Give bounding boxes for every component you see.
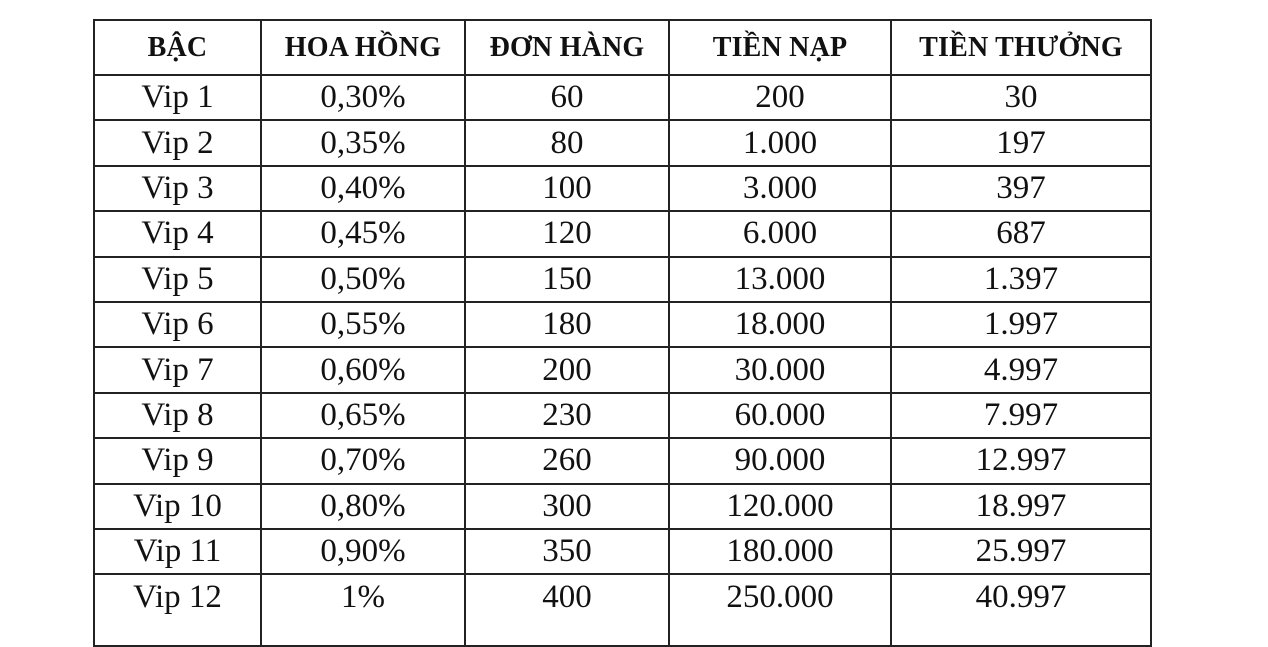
table-row [94,302,1151,347]
vip-table-container [93,19,1152,647]
table-row [94,529,1151,574]
table-row [94,257,1151,302]
cell-deposit: 200 [669,75,891,120]
cell-bonus: 12.997 [891,438,1151,483]
cell-orders: 60 [465,75,669,120]
cell-commission: 0,90% [261,529,465,574]
cell-bonus: 25.997 [891,529,1151,574]
cell-level: Vip 11 [94,529,261,574]
table-row [94,438,1151,483]
cell-level: Vip 5 [94,257,261,302]
table-row [94,574,1151,646]
cell-commission: 0,65% [261,393,465,438]
cell-bonus: 397 [891,166,1151,211]
cell-orders: 400 [465,574,669,646]
cell-deposit: 90.000 [669,438,891,483]
table-body [94,75,1151,646]
cell-deposit: 1.000 [669,120,891,165]
header-bonus: TIỀN THƯỞNG [891,20,1151,75]
table-row [94,211,1151,256]
cell-level: Vip 6 [94,302,261,347]
cell-deposit: 3.000 [669,166,891,211]
cell-deposit: 250.000 [669,574,891,646]
cell-bonus: 7.997 [891,393,1151,438]
cell-deposit: 6.000 [669,211,891,256]
cell-bonus: 18.997 [891,484,1151,529]
cell-bonus: 30 [891,75,1151,120]
cell-orders: 350 [465,529,669,574]
cell-level: Vip 1 [94,75,261,120]
cell-level: Vip 2 [94,120,261,165]
header-deposit: TIỀN NẠP [669,20,891,75]
cell-orders: 200 [465,347,669,392]
cell-deposit: 180.000 [669,529,891,574]
table-row [94,484,1151,529]
cell-orders: 150 [465,257,669,302]
cell-orders: 80 [465,120,669,165]
cell-bonus: 1.397 [891,257,1151,302]
cell-orders: 100 [465,166,669,211]
cell-orders: 230 [465,393,669,438]
cell-orders: 300 [465,484,669,529]
cell-bonus: 687 [891,211,1151,256]
cell-level: Vip 3 [94,166,261,211]
cell-orders: 260 [465,438,669,483]
cell-bonus: 40.997 [891,574,1151,646]
cell-bonus: 1.997 [891,302,1151,347]
cell-commission: 0,40% [261,166,465,211]
table-header-row [94,20,1151,75]
header-level: BẬC [94,20,261,75]
cell-orders: 180 [465,302,669,347]
cell-commission: 0,70% [261,438,465,483]
cell-level: Vip 8 [94,393,261,438]
cell-level: Vip 12 [94,574,261,646]
cell-commission: 0,45% [261,211,465,256]
cell-commission: 0,50% [261,257,465,302]
cell-commission: 0,60% [261,347,465,392]
cell-commission: 0,80% [261,484,465,529]
cell-level: Vip 9 [94,438,261,483]
cell-level: Vip 10 [94,484,261,529]
header-orders: ĐƠN HÀNG [465,20,669,75]
cell-commission: 0,30% [261,75,465,120]
table-row [94,166,1151,211]
cell-deposit: 60.000 [669,393,891,438]
table-row [94,393,1151,438]
cell-commission: 0,35% [261,120,465,165]
cell-orders: 120 [465,211,669,256]
cell-commission: 1% [261,574,465,646]
cell-level: Vip 4 [94,211,261,256]
cell-commission: 0,55% [261,302,465,347]
cell-level: Vip 7 [94,347,261,392]
table-row [94,75,1151,120]
cell-deposit: 120.000 [669,484,891,529]
cell-deposit: 18.000 [669,302,891,347]
header-commission: HOA HỒNG [261,20,465,75]
cell-deposit: 30.000 [669,347,891,392]
table-row [94,120,1151,165]
cell-bonus: 4.997 [891,347,1151,392]
vip-level-table [93,19,1152,647]
table-row [94,347,1151,392]
cell-deposit: 13.000 [669,257,891,302]
cell-bonus: 197 [891,120,1151,165]
